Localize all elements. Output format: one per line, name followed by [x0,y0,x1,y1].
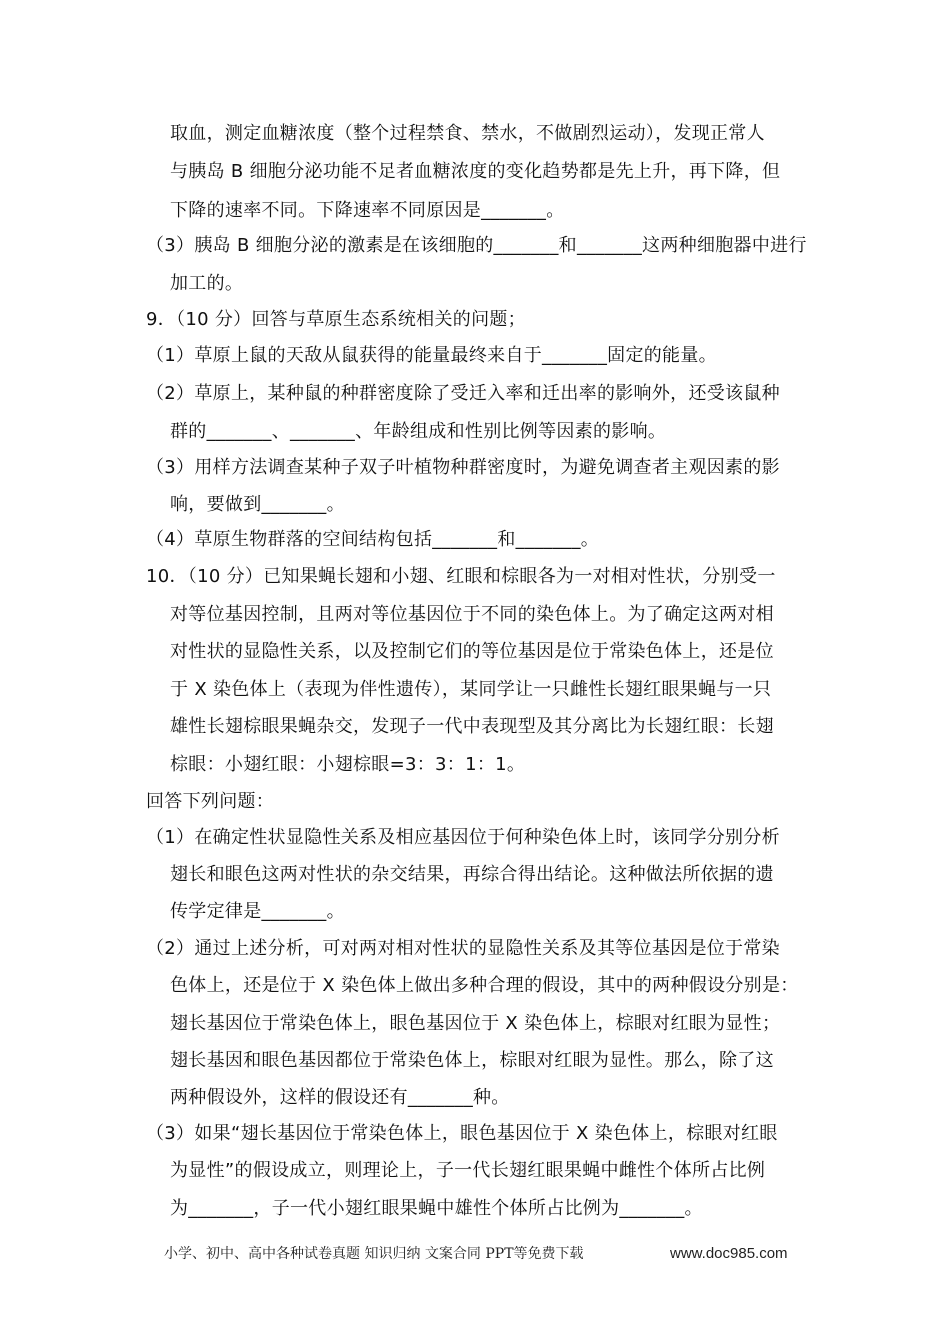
text-line: （1）草原上鼠的天敌从鼠获得的能量最终来自于_______固定的能量。 [146,345,717,366]
text-line: 色体上，还是位于 X 染色体上做出多种合理的假设，其中的两种假设分别是： [170,975,799,996]
text-line: 回答下列问题： [146,791,275,812]
text-line: 翅长和眼色这两对性状的杂交结果，再综合得出结论。这种做法所依据的遗 [170,864,774,885]
text-line: 为_______，子一代小翅红眼果蝇中雄性个体所占比例为_______。 [170,1198,703,1219]
text-line: （4）草原生物群落的空间结构包括_______和_______。 [146,529,600,550]
text-line: 加工的。 [170,273,244,294]
text-line: 为显性”的假设成立，则理论上，子一代长翅红眼果蝇中雌性个体所占比例 [170,1160,766,1181]
text-line: （1）在确定性状显隐性关系及相应基因位于何种染色体上时，该同学分别分析 [146,827,780,848]
text-line: 翅长基因和眼色基因都位于常染色体上，棕眼对红眼为显性。那么，除了这 [170,1050,774,1071]
footer-url-link[interactable]: www.doc985.com [670,1245,788,1262]
text-line: （2）通过上述分析，可对两对相对性状的显隐性关系及其等位基因是位于常染 [146,938,780,959]
text-line: 于 X 染色体上（表现为伴性遗传），某同学让一只雌性长翅红眼果蝇与一只 [170,679,772,700]
text-line: 雄性长翅棕眼果蝇杂交，发现子一代中表现型及其分离比为长翅红眼：长翅 [170,716,774,737]
text-line: 取血，测定血糖浓度（整个过程禁食、禁水，不做剧烈运动），发现正常人 [170,123,765,144]
question-heading: 9．（10 分）回答与草原生态系统相关的问题； [146,309,526,330]
text-line: （2）草原上，某种鼠的种群密度除了受迁入率和迁出率的影响外，还受该鼠种 [146,383,780,404]
question-heading: 10．（10 分）已知果蝇长翅和小翅、红眼和棕眼各为一对相对性状，分别受一 [146,566,776,587]
text-line: 传学定律是_______。 [170,901,345,922]
text-line: 响，要做到_______。 [170,494,345,515]
text-line: （3）如果“翅长基因位于常染色体上，眼色基因位于 X 染色体上，棕眼对红眼 [146,1123,778,1144]
text-line: （3）用样方法调查某种子双子叶植物种群密度时，为避免调查者主观因素的影 [146,457,780,478]
footer-text: 小学、初中、高中各种试卷真题 知识归纳 文案合同 PPT等免费下载 [164,1246,584,1262]
text-line: 下降的速率不同。下降速率不同原因是_______。 [170,200,565,221]
text-line: 棕眼：小翅红眼：小翅棕眼=3：3：1：1。 [170,754,526,775]
text-line: 与胰岛 B 细胞分泌功能不足者血糖浓度的变化趋势都是先上升，再下降，但 [170,161,781,182]
text-line: 对性状的显隐性关系，以及控制它们的等位基因是位于常染色体上，还是位 [170,641,774,662]
text-line: 两种假设外，这样的假设还有_______种。 [170,1087,510,1108]
text-line: 翅长基因位于常染色体上，眼色基因位于 X 染色体上，棕眼对红眼为显性； [170,1013,781,1034]
text-line: （3）胰岛 B 细胞分泌的激素是在该细胞的_______和_______这两种细胞器中进行 [146,235,807,256]
text-line: 对等位基因控制，且两对等位基因位于不同的染色体上。为了确定这两对相 [170,604,774,625]
text-line: 群的_______、_______、年龄组成和性别比例等因素的影响。 [170,421,667,442]
